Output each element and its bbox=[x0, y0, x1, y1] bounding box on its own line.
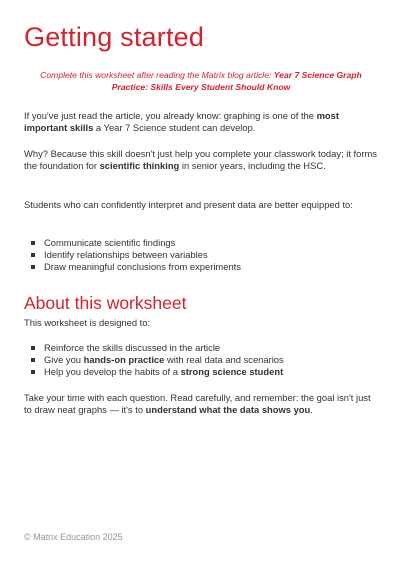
bullet-icon bbox=[31, 358, 35, 362]
closing-text-a: Take your time with each question. Read carefully, and remember: the goal isn't just to draw neat graphs — it's to bbox=[24, 392, 371, 416]
intro-prefix: Complete this worksheet after reading the Matrix blog article: bbox=[40, 70, 274, 80]
list-item bbox=[24, 237, 378, 249]
bullet-icon bbox=[31, 253, 35, 257]
bullet-icon bbox=[31, 370, 35, 374]
goal-emphasis: strong science student bbox=[180, 366, 284, 378]
goal-emphasis: hands-on practice bbox=[83, 354, 165, 366]
copyright-footer: © Matrix Education 2025 bbox=[24, 532, 123, 542]
bullet-icon bbox=[31, 346, 35, 350]
para1-emphasis: most important skills bbox=[24, 110, 339, 134]
list-item-text: Identify relationships between variables bbox=[44, 249, 208, 261]
worksheet-goals-list bbox=[24, 342, 378, 379]
goal-text-a: Give you bbox=[44, 354, 84, 366]
paragraph-1 bbox=[24, 110, 378, 135]
section-lead bbox=[24, 317, 378, 329]
list-item-text: Communicate scientific findings bbox=[44, 237, 176, 248]
capabilities-list bbox=[24, 237, 378, 274]
goal-text-a: Reinforce the skills discussed in the article bbox=[44, 342, 221, 353]
list-item bbox=[24, 261, 378, 273]
para1-text-a: If you've just read the article, you already know: graphing is one of the bbox=[24, 110, 317, 121]
para2-emphasis: scientific thinking bbox=[99, 160, 180, 172]
list-item bbox=[24, 342, 378, 354]
section-lead-text: This worksheet is designed to: bbox=[24, 317, 151, 328]
section-heading: About this worksheet bbox=[24, 293, 187, 313]
page-title: Getting started bbox=[24, 22, 205, 52]
article-title: Year 7 Science Graph Practice: Skills Every Student Should Know bbox=[111, 70, 362, 92]
para3-text: Students who can confidently interpret and present data are better equipped to: bbox=[24, 199, 353, 210]
intro-note bbox=[24, 69, 378, 93]
bullet-icon bbox=[31, 265, 35, 269]
para2-text-a: Why? Because this skill doesn't just help you complete your classwork today; it forms the foundation for bbox=[24, 148, 377, 172]
closing-emphasis: understand what the data shows you bbox=[145, 404, 311, 416]
list-item bbox=[24, 354, 378, 366]
para1-text-c: a Year 7 Science student can develop. bbox=[93, 122, 256, 134]
list-item bbox=[24, 366, 378, 378]
list-item-text: Draw meaningful conclusions from experiments bbox=[44, 261, 241, 273]
goal-text-c: with real data and scenarios bbox=[164, 354, 284, 366]
goal-text-a: Help you develop the habits of a bbox=[44, 366, 181, 378]
closing-text-c: . bbox=[310, 404, 313, 416]
paragraph-3 bbox=[24, 199, 378, 211]
para2-text-c: in senior years, including the HSC. bbox=[179, 160, 326, 172]
list-item bbox=[24, 249, 378, 261]
paragraph-2 bbox=[24, 148, 378, 173]
bullet-icon bbox=[31, 241, 35, 245]
closing-paragraph bbox=[24, 392, 378, 417]
